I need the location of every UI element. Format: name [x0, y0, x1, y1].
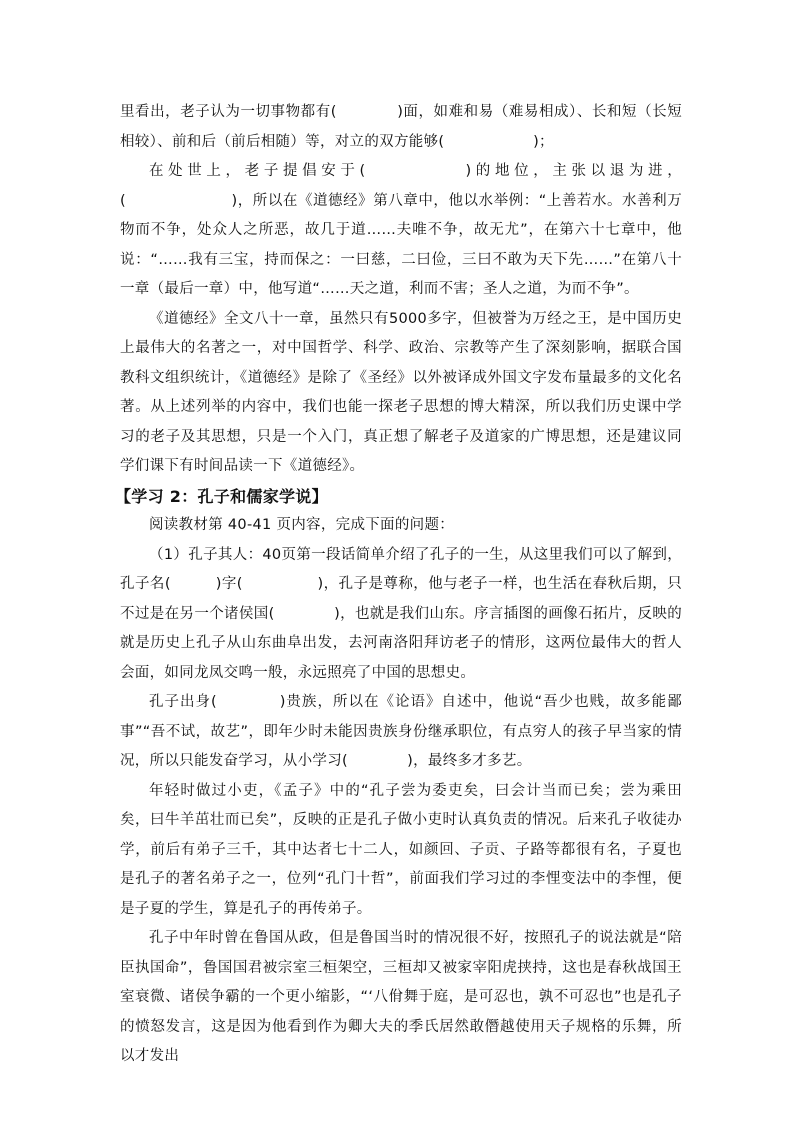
paragraph: 年轻时做过小吏，《孟子》中的“孔子尝为委吏矣，曰会计当而已矣；尝为乘田矣，曰牛羊茁壮而已矣”，反映的正是孔子做小吏时认真负责的情况。后来孔子收徒办学，前后有弟子三千，其中达者七十二人，如颜回、子贡、子路等都很有名，子夏也是孔子的著名弟子之一，位列“孔门十哲”，前面我们学习过的李悝变法中的李悝，便是子夏的学生，算是孔子的再传弟子。 [120, 782, 682, 917]
paragraph: （1）孔子其人：40页第一段话简单介绍了孔子的一生，从这里我们可以了解到，孔子名( )字( )，孔子是尊称，他与老子一样，也生活在春秋后期，只不过是在另一个诸侯国( )，也就是我们山东。序言插图的画像石拓片，反映的就是历史上孔子从山东曲阜出发，去河南洛阳拜访老子的情形，这两位最伟大的哲人会面，如同龙凤交鸣一般，永远照亮了中国的思想史。 [120, 546, 682, 681]
paragraph: 里看出，老子认为一切事物都有( )面，如难和易（难易相成）、长和短（长短相较）、前和后（前后相随）等，对立的双方能够( )； [120, 104, 682, 150]
paragraph: 孔子中年时曾在鲁国从政，但是鲁国当时的情况很不好，按照孔子的说法就是“陪臣执国命”，鲁国国君被宗室三桓架空，三桓却又被家宰阳虎挟持，这也是春秋战国王室衰微、诸侯争霸的一个更小缩影，“‘八佾舞于庭，是可忍也，孰不可忍也”也是孔子的愤怒发言，这是因为他看到作为卿大夫的季氏居然敢僭越使用天子规格的乐舞，所以才发出 [120, 930, 682, 1064]
paragraph: 阅读教材第 40-41 页内容，完成下面的问题： [149, 517, 455, 533]
section-heading: 【学习 2：孔子和儒家学说】 [115, 486, 328, 506]
paragraph: 孔子出身( )贵族，所以在《论语》自述中，他说“吾少也贱，故多能鄙事”“吾不试，故艺”，即年少时未能因贵族身份继承职位，有点穷人的孩子早当家的情况，所以只能发奋学习，从小学习( )，最终多才多艺。 [120, 694, 682, 769]
paragraph: 《道德经》全文八十一章，虽然只有5000多字，但被誉为万经之王，是中国历史上最伟大的名著之一，对中国哲学、科学、政治、宗教等产生了深刻影响，据联合国教科文组织统计，《道德经》是除了《圣经》以外被译成外国文字发布量最多的文化名著。从上述列举的内容中，我们也能一探老子思想的博大精深，所以我们历史课中学习的老子及其思想，只是一个入门，真正想了解老子及道家的广博思想，还是建议同学们课下有时间品读一下《道德经》。 [120, 310, 682, 474]
document-body [115, 98, 682, 1072]
paragraph: 在处世上，老子提倡安于( )的地位，主张以退为进，( )，所以在《道德经》第八章中，他以水举例：“上善若水。水善利万物而不争，处众人之所恶，故几于道……夫唯不争，故无尤”，在第六十七章中，他说：“……我有三宝，持而保之：一曰慈，二曰俭，三曰不敢为天下先……”在第八十一章（最后一章）中，他写道“……天之道，利而不害；圣人之道，为而不争”。 [120, 163, 682, 297]
